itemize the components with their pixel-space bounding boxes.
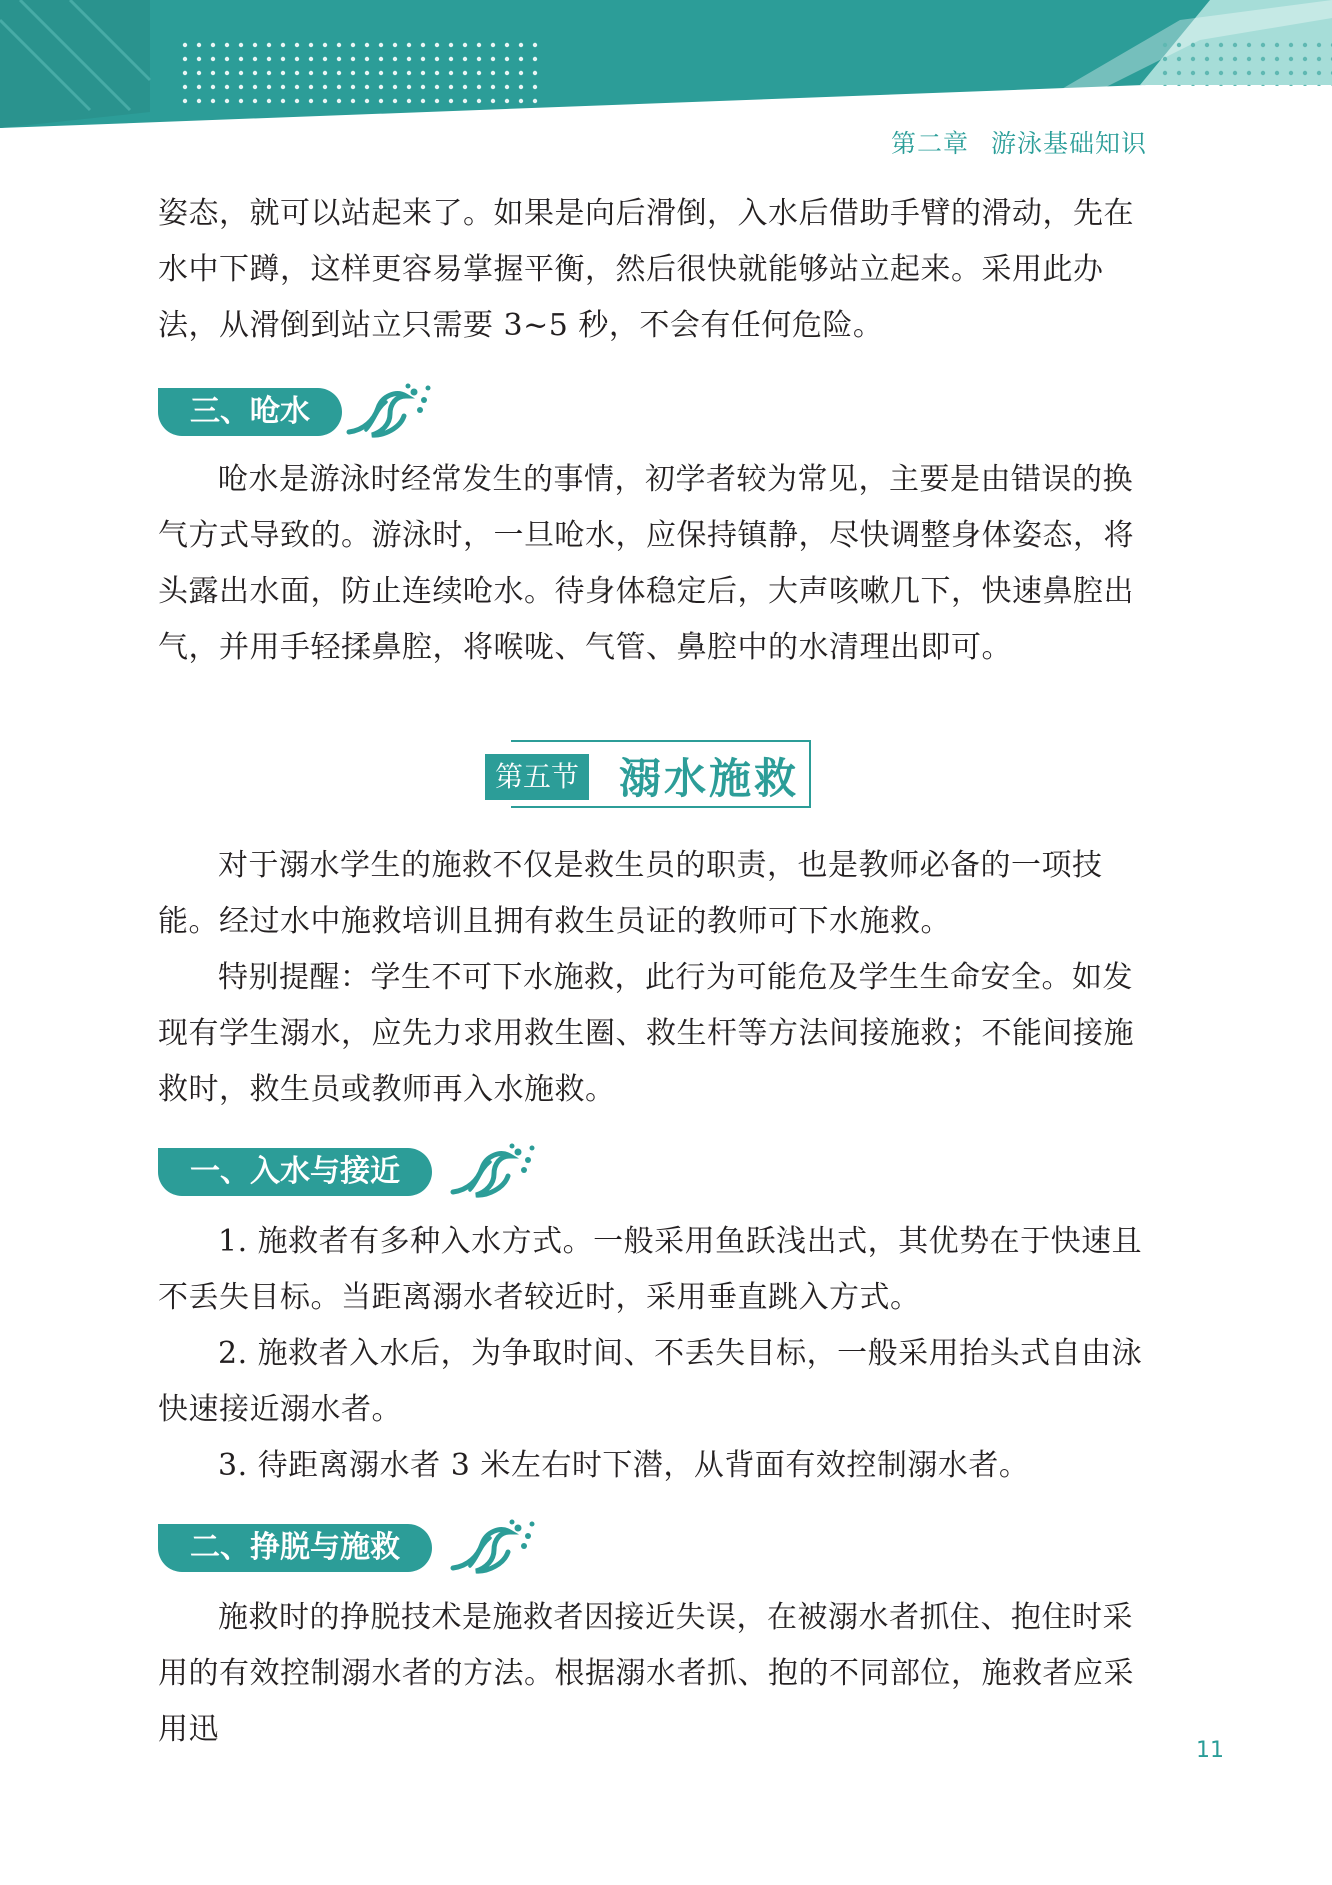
banner-graphic [0,0,1332,140]
chapter-header [891,124,1147,160]
entry-item-3: 3. 待距离溺水者 3 米左右时下潜，从背面有效控制溺水者。 [218,1448,1030,1483]
section-title [485,740,825,812]
wave-icon [344,380,434,440]
section-label: 第五节 [485,754,589,800]
wave-icon [448,1140,538,1200]
entry-list [158,1214,1158,1494]
rescue-paragraphs [158,838,1158,1118]
heading-escape-label: 二、挣脱与施救 [158,1524,432,1572]
heading-entry-label: 一、入水与接近 [158,1148,432,1196]
choking-paragraph: 呛水是游泳时经常发生的事情，初学者较为常见，主要是由错误的换气方式导致的。游泳时，一旦呛水，应保持镇静，尽快调整身体姿态，将头露出水面，防止连续呛水。待身体稳定后，大声咳嗽几下，快速鼻腔出气，并用手轻揉鼻腔，将喉咙、气管、鼻腔中的水清理出即可。 [158,462,1134,665]
entry-item-1: 1. 施救者有多种入水方式。一般采用鱼跃浅出式，其优势在于快速且不丢失目标。当距离溺水者较近时，采用垂直跳入方式。 [158,1224,1143,1315]
intro-paragraph-block [158,186,1158,354]
escape-paragraph: 施救时的挣脱技术是施救者因接近失误，在被溺水者抓住、抱住时采用的有效控制溺水者的方法。根据溺水者抓、抱的不同部位，施救者应采用迅 [158,1600,1134,1747]
rescue-paragraph-1: 对于溺水学生的施救不仅是救生员的职责，也是教师必备的一项技能。经过水中施救培训且拥有救生员证的教师可下水施救。 [158,848,1103,939]
entry-item-2: 2. 施救者入水后，为争取时间、不丢失目标，一般采用抬头式自由泳快速接近溺水者。 [158,1336,1143,1427]
header-banner [0,0,1332,140]
chapter-number: 第二章 [890,129,969,158]
page-number: 11 [1196,1738,1224,1763]
escape-paragraph-block [158,1590,1158,1758]
intro-paragraph: 姿态，就可以站起来了。如果是向后滑倒，入水后借助手臂的滑动，先在水中下蹲，这样更容易掌握平衡，然后很快就能够站立起来。采用此办法，从滑倒到站立只需要 3~5 秒，不会有任何危险。 [158,196,1134,343]
wave-icon [448,1516,538,1576]
choking-paragraph-block [158,452,1158,676]
chapter-title: 游泳基础知识 [990,129,1147,158]
heading-choking-label: 三、呛水 [158,388,342,436]
section-name: 溺水施救 [619,754,800,803]
rescue-paragraph-2: 特别提醒：学生不可下水施救，此行为可能危及学生生命安全。如发现有学生溺水，应先力求用救生圈、救生杆等方法间接施救；不能间接施救时，救生员或教师再入水施救。 [158,960,1134,1107]
